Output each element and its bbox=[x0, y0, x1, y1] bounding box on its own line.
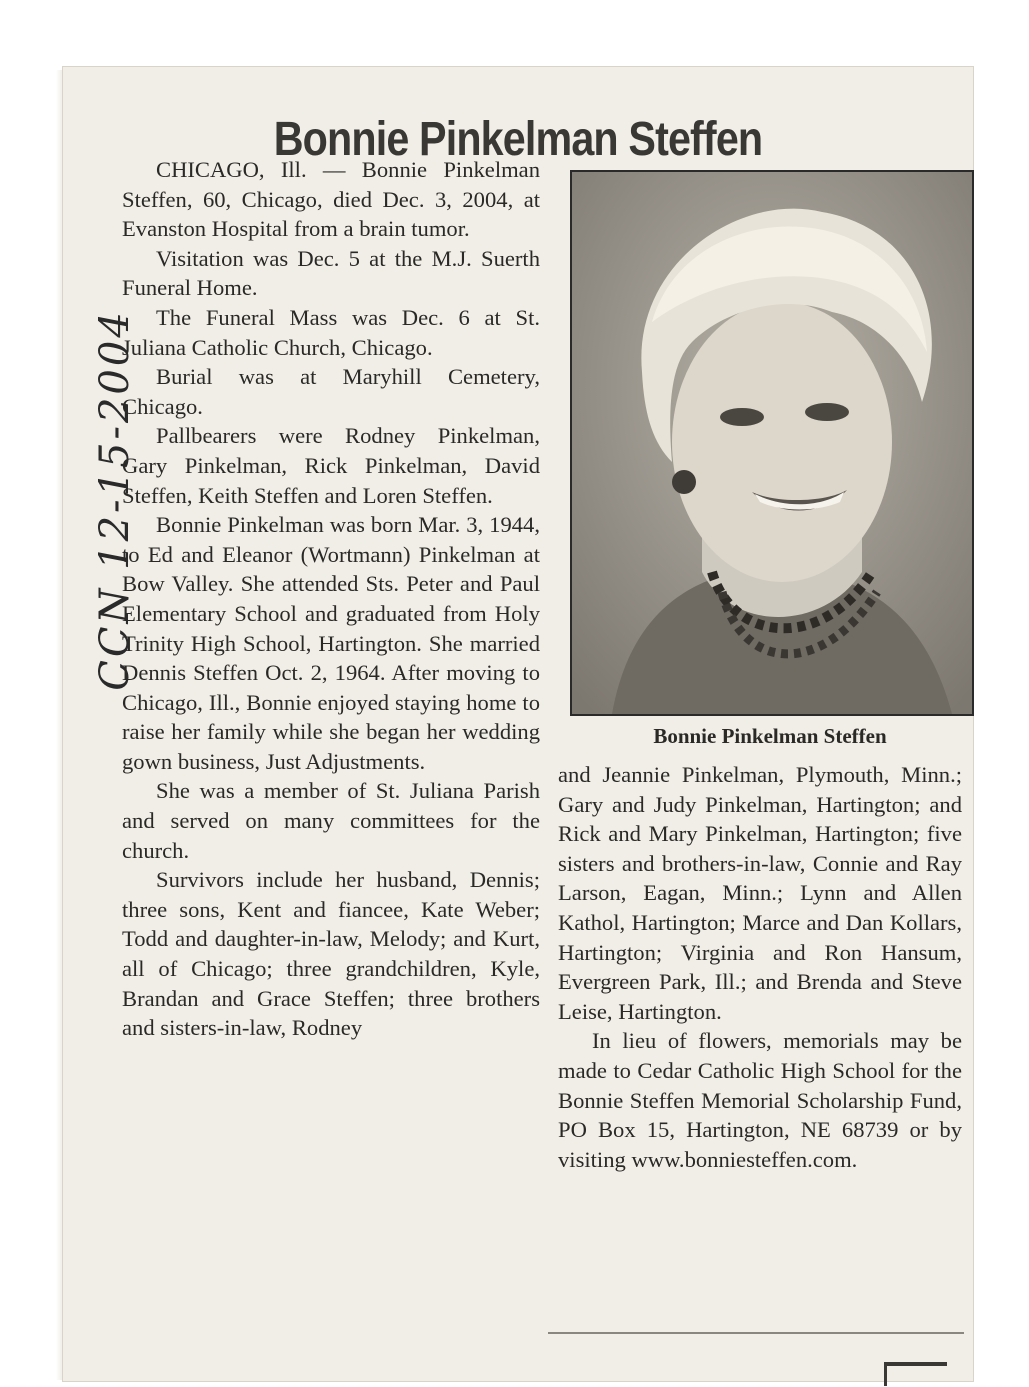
paragraph-parish: She was a member of St. Juliana Parish and served on many committees for the church. bbox=[122, 778, 540, 863]
obituary-left-column bbox=[122, 155, 540, 1043]
handwritten-note-text: CCN 12-15-2004 bbox=[92, 309, 138, 691]
paragraph-survivors-continued: and Jeannie Pinkelman, Plymouth, Minn.; Gary and Judy Pinkelman, Hartington; and Rick and Mary Pinkelman, Hartington; five sisters and brothers-in-law, Connie and Ray Larson, Eagan, Minn.; Lynn and Allen Kathol, Hartington; Marce and Dan Kollars, Hartington; Virginia and Ron Hansum, Evergreen Park, Ill.; and Brenda and Steve Leise, Hartington. bbox=[558, 762, 962, 1024]
paragraph-visitation: Visitation was Dec. 5 at the M.J. Suerth Funeral Home. bbox=[122, 245, 540, 301]
paragraph-survivors: Survivors include her husband, Dennis; three sons, Kent and fiancee, Kate Weber; Todd and daughter-in-law, Melody; and Kurt, all of Chicago; three grandchildren, Kyle, Brandan and Grace Steffen; three brothers and sisters-in-law, Rodney bbox=[122, 867, 540, 1041]
paragraph-memorials: In lieu of flowers, memorials may be made to Cedar Catholic High School for the Bonnie Steffen Memorial Scholarship Fund, PO Box 15, Hartington, NE 68739 or by visiting www.bonniesteffen.com. bbox=[558, 1028, 962, 1172]
portrait-photo bbox=[570, 170, 974, 716]
paragraph-funeral-mass: The Funeral Mass was Dec. 6 at St. Juliana Catholic Church, Chicago. bbox=[122, 304, 540, 360]
photo-caption: Bonnie Pinkelman Steffen bbox=[653, 724, 887, 748]
corner-fragment bbox=[884, 1362, 947, 1386]
paragraph-death-notice: CHICAGO, Ill. — Bonnie Pinkelman Steffen, 60, Chicago, died Dec. 3, 2004, at Evanston Hospital from a brain tumor. bbox=[122, 157, 540, 242]
obituary-right-column bbox=[558, 760, 962, 1174]
paragraph-biography: Bonnie Pinkelman was born Mar. 3, 1944, to Ed and Eleanor (Wortmann) Pinkelman at Bow Valley. She attended Sts. Peter and Paul Elementary School and graduated from Holy Trinity High School, Hartington. She married Dennis Steffen Oct. 2, 1964. After moving to Chicago, Ill., Bonnie enjoyed staying home to raise her family while she began her wedding gown business, Just Adjustments. bbox=[122, 512, 540, 774]
bottom-rule bbox=[548, 1332, 964, 1334]
obituary-headline: Bonnie Pinkelman Steffen bbox=[273, 113, 763, 167]
paragraph-burial: Burial was at Maryhill Cemetery, Chicago. bbox=[122, 364, 540, 419]
portrait-photo-illustration bbox=[572, 172, 972, 714]
paragraph-pallbearers: Pallbearers were Rodney Pinkelman, Gary Pinkelman, Rick Pinkelman, David Steffen, Keith Steffen and Loren Steffen. bbox=[122, 423, 540, 508]
